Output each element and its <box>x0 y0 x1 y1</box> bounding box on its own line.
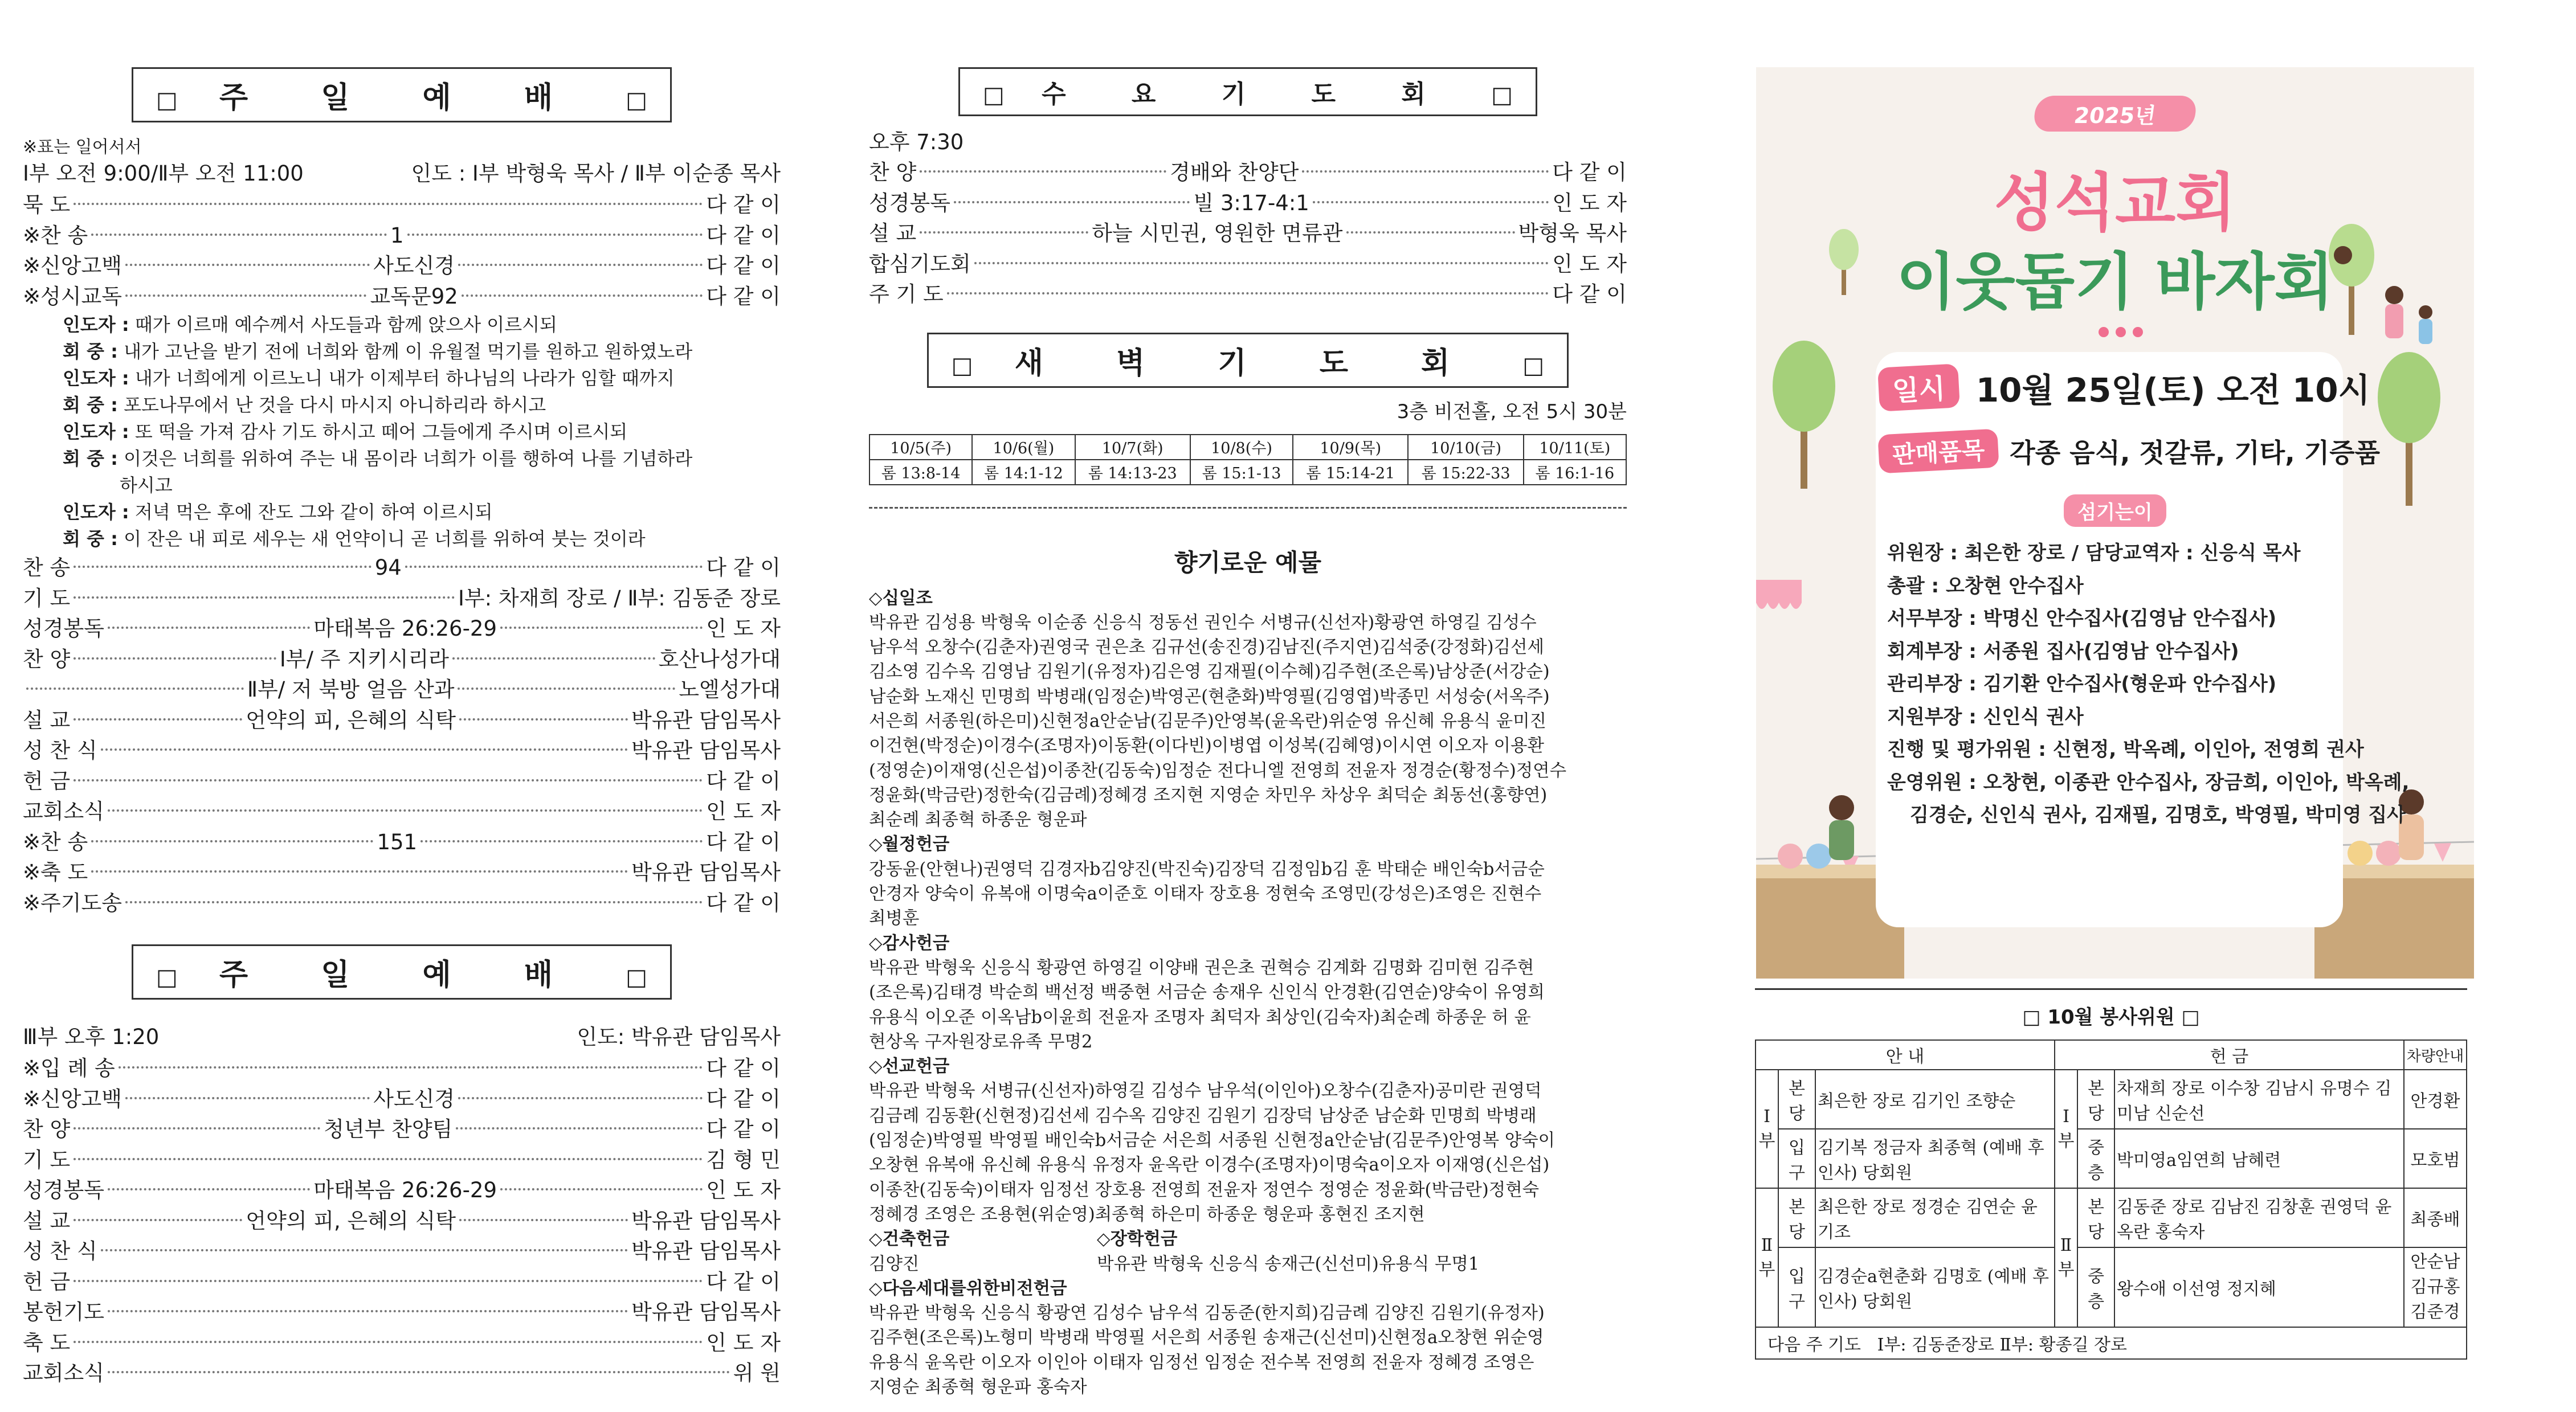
order-label: 봉헌기도 <box>23 1300 104 1324</box>
order-label: 교회소식 <box>23 1361 104 1385</box>
order-person: 박유관 담임목사 <box>631 707 781 732</box>
responsive-text: 저녁 먹은 후에 잔도 그와 같이 하여 이르시되 <box>134 501 493 523</box>
offering-names <box>869 1252 1627 1276</box>
car-volunteer: 최종배 <box>2404 1188 2467 1247</box>
order-item <box>23 583 781 614</box>
responsive-line <box>23 338 781 365</box>
speaker: 인도자 : <box>63 314 129 335</box>
order-item <box>23 827 781 858</box>
responsive-text: 때가 이르매 예수께서 사도들과 함께 앉으사 이르시되 <box>134 314 557 335</box>
order-item <box>23 1206 781 1237</box>
order-label: ※주기도송 <box>23 890 122 915</box>
volunteers-title: □ 10월 봉사위원 □ <box>2022 1006 2200 1029</box>
order-label: 설 교 <box>869 221 917 245</box>
order-list-1 <box>23 190 781 312</box>
car-volunteer: 김규홍 <box>2410 1277 2460 1297</box>
order-detail: 청년부 찬양팀 <box>324 1117 453 1141</box>
server-line: 지원부장 : 신인식 권사 <box>1887 705 2084 728</box>
order-item <box>23 1053 781 1084</box>
offering-list <box>869 586 1627 1400</box>
dawn-verse: 롬 14:1-12 <box>972 460 1075 485</box>
order-label: 교회소식 <box>23 799 104 824</box>
order-item <box>23 1297 781 1328</box>
dawn-place: 3층 비전홀, 오전 5시 30분 <box>1397 400 1627 423</box>
order-label: 성경봉독 <box>869 190 950 215</box>
header-car: 차량안내 <box>2404 1040 2467 1070</box>
service-times: Ⅰ부 오전 9:00/Ⅱ부 오전 11:00 <box>23 161 304 186</box>
order-detail: 빌 3:17-4:1 <box>1193 190 1309 215</box>
service-time-3: Ⅲ부 오후 1:20 <box>23 1025 160 1049</box>
order-label: ※축 도 <box>23 860 88 885</box>
order-item <box>23 281 781 312</box>
servers-label: 섬기는이 <box>2064 494 2166 527</box>
order-label: 축 도 <box>23 1330 71 1355</box>
order-label: ※입 례 송 <box>23 1056 115 1081</box>
volunteer-names: 김기복 정금자 최종혁 (예배 후 인사) 당회원 <box>1815 1129 2055 1188</box>
order-label: 묵 도 <box>23 193 71 217</box>
order-item <box>23 1328 781 1358</box>
order-person: 다 같 이 <box>706 555 781 580</box>
next-week-label: 다음 주 기도 <box>1767 1335 1861 1355</box>
offering-names: 유용식 이오준 이옥남b이윤희 전윤자 조명자 최덕자 최상인(김숙자)최순례 하종운 허 윤 <box>869 1007 1531 1028</box>
responsive-line <box>23 419 781 445</box>
order-item <box>23 1358 781 1389</box>
order-person: 인 도 자 <box>1552 190 1627 215</box>
responsive-line <box>23 499 781 526</box>
offering-category <box>869 1227 1627 1251</box>
group-label: 본당 <box>1778 1070 1815 1129</box>
order-person: 다 같 이 <box>1552 160 1627 185</box>
order-item <box>23 735 781 766</box>
order-list-3 <box>23 1053 781 1389</box>
scholarship-label: ◇장학헌금 <box>1097 1229 1178 1250</box>
order-person: 김 형 민 <box>706 1147 781 1172</box>
group-label: 본당 <box>2077 1188 2114 1247</box>
order-person: 박형욱 목사 <box>1518 221 1627 245</box>
car-volunteer: 안경환 <box>2404 1070 2467 1129</box>
order-detail: Ⅰ부/ 주 지키시리라 <box>279 646 449 672</box>
offering-category: ◇다음세대를위한비전헌금 <box>869 1278 1067 1299</box>
wednesday-order <box>869 157 1627 310</box>
event-name: 이웃돕기 바자회 <box>1896 247 2334 318</box>
server-line: 총괄 : 오창현 안수집사 <box>1887 574 2084 597</box>
order-detail: 언약의 피, 은혜의 식탁 <box>246 707 456 732</box>
order-person: Ⅰ부: 차재희 장로 / Ⅱ부: 김동준 장로 <box>458 586 781 611</box>
header-offering: 헌 금 <box>2055 1040 2404 1070</box>
offering-names: 이건현(박정순)이경수(조명자)이동환(이다빈)이병엽 이성복(김혜영)이시연 이오자 이용환 <box>869 736 1544 756</box>
responsive-line <box>23 365 781 392</box>
offering-names: 남순화 노재신 민명희 박병래(임정순)박영곤(현춘화)박영필(김영엽)박종민 서성숭(서옥주) <box>869 686 1550 707</box>
order-detail: 마태복음 26:26-29 <box>313 616 497 641</box>
order-person: 인 도 자 <box>706 616 781 641</box>
order-person: 인 도 자 <box>706 1178 781 1202</box>
server-line: 김경순, 신인식 권사, 김재필, 김명호, 박영필, 박미영 집사 <box>1910 804 2406 826</box>
order-detail: 하늘 시민권, 영원한 면류관 <box>1092 221 1343 245</box>
servers-list <box>1887 537 2409 832</box>
order-label: 설 교 <box>23 1208 71 1233</box>
server-line: 회계부장 : 서종원 집사(김영남 안수집사) <box>1887 640 2239 663</box>
order-item <box>869 218 1627 249</box>
order-item <box>23 552 781 583</box>
order-label: 찬 양 <box>23 646 71 672</box>
event-date: 10월 25일(토) 오전 10시 <box>1975 371 2370 410</box>
order-label: 헌 금 <box>23 768 71 793</box>
order-item <box>23 1145 781 1176</box>
order-detail: 사도신경 <box>373 253 455 278</box>
volunteer-names: 박미영a임연희 남혜련 <box>2114 1129 2404 1188</box>
offering-names: 김금례 김동환(신현정)김선세 김수옥 김양진 김원기 김장덕 남상준 남순화 민명희 박병래 <box>869 1106 1537 1126</box>
volunteers-section <box>1755 988 2467 1360</box>
scholarship-names: 박유관 박형욱 신응식 송재근(신선미)유용식 무명1 <box>1097 1254 1480 1274</box>
dawn-day: 10/10(금) <box>1408 435 1523 460</box>
order-item <box>869 188 1627 219</box>
order-person: 노엘성가대 <box>679 677 781 702</box>
order-label: 성경봉독 <box>23 1178 104 1202</box>
group-label: 중층 <box>2077 1129 2114 1188</box>
order-item <box>23 1236 781 1267</box>
order-person: 다 같 이 <box>706 223 781 248</box>
responsive-text: 내가 너희에게 이르노니 내가 이제부터 하나님의 나라가 임할 때까지 <box>134 367 675 389</box>
order-detail: 94 <box>374 555 402 580</box>
year-badge: 2025년 <box>2032 96 2198 132</box>
offering-names: 현상옥 구자원장로유족 무명2 <box>869 1032 1093 1052</box>
order-label: 성 찬 식 <box>23 738 97 763</box>
order-item <box>23 613 781 644</box>
order-item <box>23 1084 781 1115</box>
offering-names: 최병훈 <box>869 908 920 929</box>
speaker: 인도자 : <box>63 501 129 523</box>
responsive-reading <box>23 312 781 552</box>
offering-category: ◇감사헌금 <box>869 932 950 953</box>
wednesday-time: 오후 7:30 <box>869 130 964 154</box>
responsive-line <box>23 472 781 499</box>
order-item <box>23 796 781 827</box>
heart-icon <box>2099 327 2143 337</box>
volunteer-names: 최은한 장로 정경순 김연순 윤기조 <box>1815 1188 2055 1247</box>
header-guide: 안 내 <box>1756 1040 2055 1070</box>
offering-names: 김주현(조은록)노형미 박병래 박영필 서은희 서종원 송재근(신선미)신현정a오창현 위순영 <box>869 1328 1544 1348</box>
group-label: 본당 <box>1778 1188 1815 1247</box>
order-item <box>23 251 781 281</box>
order-person: 인 도 자 <box>706 799 781 824</box>
offering-names: 지영순 최종혁 형운파 홍숙자 <box>869 1377 1087 1397</box>
volunteer-names: 왕수애 이선영 정지혜 <box>2114 1247 2404 1327</box>
order-person: 다 같 이 <box>706 1086 781 1111</box>
offering-names: (조은록)김태경 박순희 백선정 백중현 서금순 송재우 신인식 안경환(김연순)양숙이 유영희 <box>869 983 1545 1003</box>
order-item <box>23 220 781 251</box>
car-volunteer: 안순남 <box>2410 1252 2460 1272</box>
dawn-verse: 롬 16:1-16 <box>1524 460 1626 485</box>
order-person: 다 같 이 <box>706 768 781 793</box>
offering-names: 서은희 서종원(하은미)신현정a안순남(김문주)안영복(윤옥란)위순영 유신혜 유용식 윤미진 <box>869 711 1547 731</box>
dawn-day: 10/9(목) <box>1293 435 1408 460</box>
speaker: 인도자 : <box>63 367 129 389</box>
offering-category: ◇십일조 <box>869 587 933 608</box>
server-line: 위원장 : 최은한 장로 / 담당교역자 : 신응식 목사 <box>1887 542 2301 564</box>
offering-names: 정윤화(박금란)정한숙(김금례)정혜경 조지현 지영순 차민우 차상우 최덕순 최동선(홍향연) <box>869 785 1548 805</box>
volunteer-names: 김경순a현춘화 김명호 (예배 후 인사) 당회원 <box>1815 1247 2055 1327</box>
group-label: 중층 <box>2077 1247 2114 1327</box>
order-label: 찬 양 <box>869 160 917 185</box>
church-name: 성석교회 <box>1994 166 2236 239</box>
part1-label: Ⅰ부 <box>1756 1070 1778 1188</box>
order-item <box>23 766 781 797</box>
responsive-text: 내가 고난을 받기 전에 너희와 함께 이 유월절 먹기를 원하고 원하였노라 <box>124 341 693 362</box>
offering-names: 남우석 오창수(김춘자)권영국 권은초 김규선(송진경)김남진(주지연)김석중(강정화)김선세 <box>869 637 1544 658</box>
next-week-prayer: Ⅰ부: 김동준장로 Ⅱ부: 황종길 장로 <box>1877 1335 2127 1355</box>
order-person: 박유관 담임목사 <box>631 1300 781 1324</box>
car-volunteer: 모호범 <box>2404 1129 2467 1188</box>
date-label: 일시 <box>1877 363 1960 411</box>
part1-label-b: Ⅰ부 <box>2055 1070 2077 1188</box>
offering-names: 박유관 김성용 박형욱 이순종 신응식 정동선 권인수 서병규(신선자)황광연 하영길 김성수 <box>869 612 1537 633</box>
offering-names: 박유관 박형욱 신응식 황광연 김성수 남우석 김동준(한지희)김금례 김양진 김원기(유정자) <box>869 1303 1545 1324</box>
server-line: 운영위원 : 오창현, 이종관 안수집사, 장금희, 이인아, 박옥례, <box>1887 771 2410 794</box>
order-person: 다 같 이 <box>706 1056 781 1081</box>
order-person: 박유관 담임목사 <box>631 738 781 763</box>
order-person: 인 도 자 <box>706 1330 781 1355</box>
order-item <box>869 249 1627 280</box>
responsive-line <box>23 526 781 552</box>
server-line: 진행 및 평가위원 : 신현정, 박옥례, 이인아, 전영희 권사 <box>1887 738 2364 761</box>
bazaar-poster <box>1756 67 2474 979</box>
volunteer-names: 김동준 장로 김남진 김창훈 권영덕 윤옥란 홍숙자 <box>2114 1188 2404 1247</box>
server-line: 서무부장 : 박명신 안수집사(김영남 안수집사) <box>1887 607 2277 630</box>
volunteer-names: 차재희 장로 이수창 김남시 유명수 김미남 신순선 <box>2114 1070 2404 1129</box>
order-label: ※찬 송 <box>23 223 88 248</box>
sunday-worship-title: □ 주 일 예 배 □ <box>132 67 672 122</box>
order-person: 다 같 이 <box>706 1269 781 1294</box>
order-person: 다 같 이 <box>706 829 781 854</box>
order-person: 박유관 담임목사 <box>631 860 781 885</box>
offering-names-text: 김양진 <box>869 1254 920 1274</box>
order-label: 주 기 도 <box>869 282 944 306</box>
order-person: 다 같 이 <box>706 284 781 309</box>
offering-category-label: ◇건축헌금 <box>869 1229 950 1250</box>
responsive-text: 또 떡을 가져 감사 기도 하시고 떼어 그들에게 주시며 이르시되 <box>134 421 628 443</box>
order-label: ※찬 송 <box>23 829 88 854</box>
order-label: 헌 금 <box>23 1269 71 1294</box>
items-label: 판매품목 <box>1877 429 1999 474</box>
order-detail: 1 <box>390 223 404 248</box>
part2-label-b: Ⅱ부 <box>2055 1188 2077 1327</box>
order-detail: 마태복음 26:26-29 <box>313 1178 497 1202</box>
order-item <box>23 1114 781 1145</box>
order-person: 박유관 담임목사 <box>631 1208 781 1233</box>
dawn-verse: 롬 15:1-13 <box>1190 460 1293 485</box>
dawn-title: □ 새 벽 기 도 회 □ <box>927 333 1569 388</box>
order-detail: Ⅱ부/ 저 북방 얼음 산과 <box>247 677 455 702</box>
order-label: 설 교 <box>23 707 71 732</box>
order-detail: 사도신경 <box>373 1086 455 1111</box>
order-person: 박유관 담임목사 <box>631 1239 781 1263</box>
offering-names: 박유관 박형욱 신응식 황광연 하영길 이양배 권은초 권혁승 김계화 김명화 김미현 김주현 <box>869 957 1534 978</box>
offering-names: 정혜경 조영은 조용현(위순영)최종혁 하은미 하종운 형운파 홍현진 조지현 <box>869 1204 1425 1225</box>
order-label: 기 도 <box>23 1147 71 1172</box>
group-label: 본당 <box>2077 1070 2114 1129</box>
order-item <box>23 190 781 220</box>
responsive-text: 포도나무에서 난 것을 다시 마시지 아니하리라 하시고 <box>124 394 546 416</box>
responsive-line <box>23 392 781 419</box>
order-label: ※성시교독 <box>23 284 122 309</box>
order-person: 다 같 이 <box>1552 282 1627 306</box>
speaker: 회 중 : <box>63 394 118 416</box>
offering-names: 박유관 박형욱 서병규(신선자)하영길 김성수 남우석(이인아)오창수(김춘자)공미란 권영덕 <box>869 1081 1542 1102</box>
order-person: 다 같 이 <box>706 890 781 915</box>
order-item <box>23 1267 781 1298</box>
speaker: 회 중 : <box>63 448 118 469</box>
sale-items: 각종 음식, 젓갈류, 기타, 기증품 <box>2010 437 2381 468</box>
order-detail: 151 <box>377 829 418 854</box>
stall-awning-icon <box>1756 580 1802 609</box>
sunday-worship-3-title: □ 주 일 예 배 □ <box>132 944 672 1000</box>
order-detail: 교독문92 <box>370 284 458 309</box>
speaker: 회 중 : <box>63 341 118 362</box>
order-detail: 경배와 찬양단 <box>1170 160 1299 185</box>
offering-names: 김소영 김수옥 김영남 김원기(유정자)김은영 김재필(이수혜)김주현(조은록)남상준(서강순) <box>869 662 1550 682</box>
order-label: 성 찬 식 <box>23 1239 97 1263</box>
offering-names: 유용식 윤옥란 이오자 이인아 이태자 임정선 임정순 전수복 전영희 전윤자 정혜경 조영은 <box>869 1352 1534 1373</box>
order-person: 다 같 이 <box>706 253 781 278</box>
dawn-day: 10/11(토) <box>1524 435 1626 460</box>
order-label: 찬 송 <box>23 555 71 580</box>
offering-names: (임정순)박영필 박영필 배인숙b서금순 서은희 서종원 신현정a안순남(김문주)안영복 양숙이 <box>869 1131 1556 1151</box>
order-person: 다 같 이 <box>706 193 781 217</box>
offering-names: 이종찬(김동숙)이태자 임정선 장호용 전영희 전윤자 정연수 정영순 정윤화(박금란)정현숙 <box>869 1180 1540 1200</box>
speaker: 인도자 : <box>63 421 129 443</box>
order-detail: 언약의 피, 은혜의 식탁 <box>246 1208 456 1233</box>
standing-note: ※표는 일어서서 <box>23 137 142 157</box>
dawn-verse: 롬 13:8-14 <box>869 460 972 485</box>
offering-names: 오창현 유복애 유신혜 유용식 유정자 윤옥란 이경수(조명자)이명숙a이오자 이재영(신은섭) <box>869 1155 1550 1176</box>
offering-names: 강동윤(안현나)권영덕 김경자b김양진(박진숙)김장덕 김정임b김 훈 박태순 배인숙b서금순 <box>869 859 1545 879</box>
order-label: ※신앙고백 <box>23 1086 122 1111</box>
offerings-title: 향기로운 예물 <box>1174 548 1322 576</box>
order-label: 성경봉독 <box>23 616 104 641</box>
order-item <box>23 1175 781 1206</box>
part2-label: Ⅱ부 <box>1756 1188 1778 1327</box>
volunteers-table <box>1755 1039 2467 1360</box>
order-person: 다 같 이 <box>706 1117 781 1141</box>
order-item <box>23 888 781 919</box>
responsive-text: 하시고 <box>120 474 173 496</box>
offering-names: 최순례 최종혁 하종운 형운파 <box>869 810 1087 830</box>
dawn-day: 10/7(화) <box>1075 435 1190 460</box>
order-label: ※신앙고백 <box>23 253 122 278</box>
order-person: 인 도 자 <box>1552 251 1627 276</box>
responsive-text: 이것은 너희를 위하여 주는 내 몸이라 너희가 이를 행하여 나를 기념하라 <box>124 448 693 469</box>
responsive-line <box>23 312 781 338</box>
responsive-line <box>23 445 781 472</box>
order-item <box>23 674 781 705</box>
order-item <box>869 157 1627 188</box>
offering-category: ◇선교헌금 <box>869 1056 950 1077</box>
wednesday-title: □ 수 요 기 도 회 □ <box>958 67 1537 116</box>
dawn-verse: 롬 15:22-33 <box>1408 460 1523 485</box>
dawn-verse: 롬 15:14-21 <box>1293 460 1408 485</box>
speaker: 회 중 : <box>63 528 118 550</box>
server-line: 관리부장 : 김기환 안수집사(형운파 안수집사) <box>1887 673 2277 695</box>
offering-category: ◇월정헌금 <box>869 834 950 855</box>
car-volunteer: 김준경 <box>2410 1302 2460 1322</box>
volunteer-names: 최은한 장로 김기인 조향순 <box>1815 1070 2055 1129</box>
offering-names: 안경자 양숙이 유복애 이명숙a이준호 이태자 장호용 정현숙 조영민(강성은)조영은 진현수 <box>869 884 1542 905</box>
dawn-day: 10/5(주) <box>869 435 972 460</box>
responsive-text: 이 잔은 내 피로 세우는 새 언약이니 곧 너희를 위하여 붓는 것이라 <box>124 528 646 550</box>
order-person: 호산나성가대 <box>658 646 781 672</box>
order-label: 찬 양 <box>23 1117 71 1141</box>
order-list-2 <box>23 552 781 918</box>
order-item <box>23 857 781 888</box>
dawn-verse: 롬 14:13-23 <box>1075 460 1190 485</box>
offering-names: (정영순)이재영(신은섭)이종찬(김동숙)임정순 전다니엘 전영희 전윤자 정경순(황정수)정연수 <box>869 760 1567 781</box>
group-label: 입구 <box>1778 1129 1815 1188</box>
service-leader-3: 인도: 박유관 담임목사 <box>577 1025 781 1049</box>
service-leader: 인도 : Ⅰ부 박형욱 목사 / Ⅱ부 이순종 목사 <box>411 161 781 186</box>
order-person: 위 원 <box>733 1361 781 1385</box>
order-label: 기 도 <box>23 586 71 611</box>
order-item <box>23 705 781 736</box>
order-item <box>869 279 1627 310</box>
dawn-day: 10/8(수) <box>1190 435 1293 460</box>
group-label: 입구 <box>1778 1247 1815 1327</box>
dawn-bible-table <box>869 434 1627 485</box>
order-item <box>23 644 781 675</box>
order-label: 합심기도회 <box>869 251 971 276</box>
dawn-day: 10/6(월) <box>972 435 1075 460</box>
